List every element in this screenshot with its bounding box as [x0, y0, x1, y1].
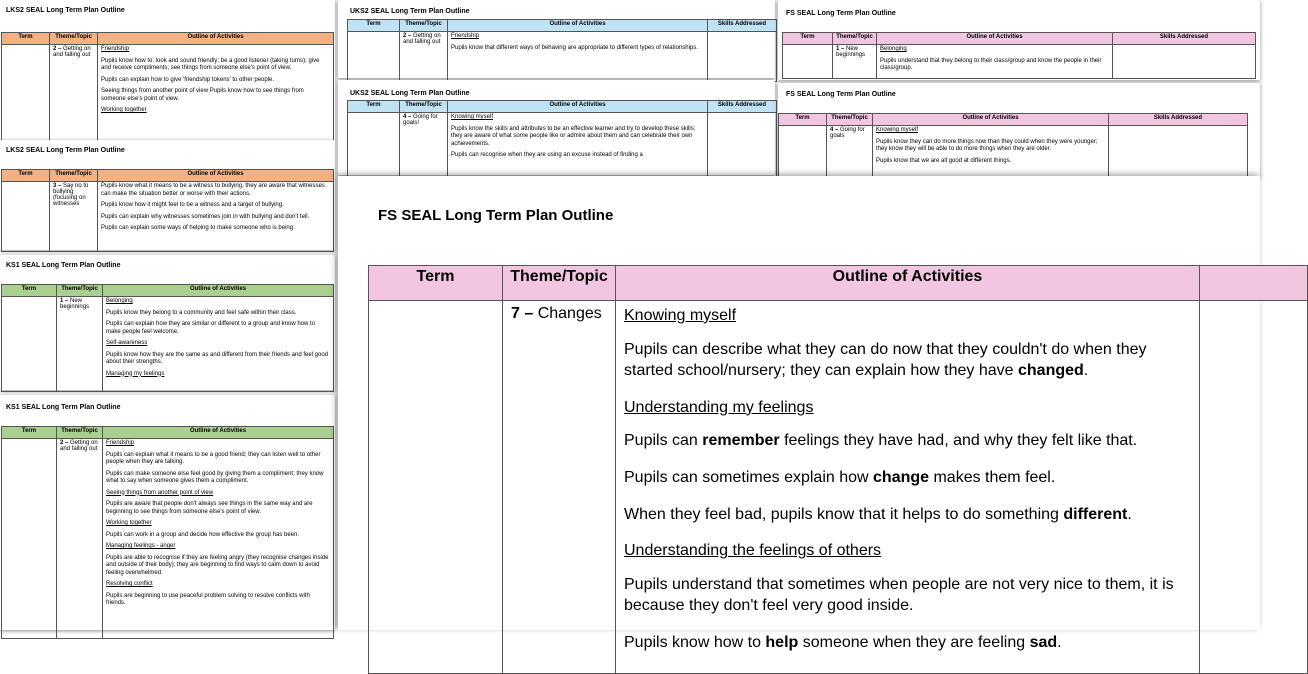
plan-table — [368, 265, 1308, 674]
outline-text: Pupils can explain how to give 'friendship tokens' to other people. — [101, 76, 275, 83]
doc-uks2-getting-on — [338, 0, 775, 78]
term-cell — [348, 113, 400, 183]
outline-cell — [103, 439, 334, 639]
outline-text: Pupils know how to: look and sound friendly; be a good listener (taking turns); give and receive compliments; see things from someone else's point of view. — [101, 57, 320, 71]
outline-text: Seeing things from another point of view Pupils know how to see things from someone else's point of view. — [101, 88, 304, 102]
term-cell — [783, 45, 833, 79]
col-skills: Skills Addressed — [1113, 33, 1256, 45]
col-term: Term — [2, 285, 57, 297]
subheading: Friendship — [451, 33, 480, 39]
outline-text: Pupils can make someone else feel good by giving them a compliment; they know what to say when someone gives them a compliment. — [106, 470, 324, 484]
outline-text: Pupils understand that sometimes when people are not very nice to them, it is because they don't feel very good inside. — [624, 575, 1174, 615]
doc-title: LKS2 SEAL Long Term Plan Outline — [6, 147, 125, 154]
col-skills: Skills Addressed — [708, 101, 777, 113]
outline-text: Pupils can recognise when they are using an excuse instead of finding a — [451, 152, 643, 158]
col-outline: Outline of Activities — [448, 101, 708, 113]
doc-lks2-bullying — [0, 140, 335, 250]
outline-cell — [103, 297, 334, 392]
outline-text: Pupils know how they are the same as and different from their friends and feel good about their strengths. — [106, 351, 329, 365]
outline-text: Pupils can describe what they can do now that they couldn't do when they started school/nursery; they can explain how they have changed. — [624, 340, 1147, 380]
doc-fs-goals — [778, 83, 1260, 178]
doc-ks1-new-beginnings — [0, 255, 335, 390]
doc-fs-changes — [338, 176, 1260, 651]
subheading: Resolving conflict — [106, 581, 153, 587]
col-skills — [1200, 266, 1308, 301]
doc-title: UKS2 SEAL Long Term Plan Outline — [350, 8, 470, 15]
col-term: Term — [2, 33, 50, 45]
outline-text: Pupils can explain why witnesses sometimes join in with bullying and don't tell. — [101, 213, 310, 220]
term-cell — [2, 45, 50, 145]
col-theme: Theme/Topic — [50, 170, 98, 182]
subheading: Friendship — [106, 440, 135, 446]
doc-title: FS SEAL Long Term Plan Outline — [786, 10, 896, 17]
subheading-knowing-myself: Knowing myself — [624, 307, 737, 324]
term-cell — [348, 32, 400, 82]
outline-text: Pupils know they belong to a community and feel safe within their class. — [106, 309, 297, 316]
outline-text: When they feel bad, pupils know that it helps to do something different. — [624, 505, 1132, 523]
col-term: Term — [2, 427, 57, 439]
outline-text: Pupils know that different ways of behaving are appropriate to different types of relationships. — [451, 44, 698, 51]
outline-text: Pupils can explain what it means to be a good friend; they can listen well to other people when they are talking. — [106, 451, 321, 465]
subheading: Working together — [101, 107, 147, 113]
col-skills: Skills Addressed — [1109, 114, 1248, 126]
theme-cell: 1 – New beginnings — [57, 297, 103, 392]
doc-lks2-friendship — [0, 0, 335, 140]
col-outline: Outline of Activities — [873, 114, 1109, 126]
outline-cell — [448, 32, 708, 82]
subheading: Friendship — [101, 46, 130, 52]
outline-text: Pupils can remember feelings they have had, and why they felt like that. — [624, 432, 1138, 450]
subheading: Managing my feelings — [106, 370, 165, 377]
col-theme: Theme/Topic — [400, 101, 448, 113]
plan-table — [1, 169, 334, 252]
plan-table — [1, 284, 334, 392]
plan-table — [1, 426, 334, 639]
outline-text: Pupils can explain some ways of helping to make someone who is being — [101, 225, 294, 231]
doc-fs-new-beginnings — [778, 0, 1260, 80]
col-outline: Outline of Activities — [616, 266, 1200, 301]
plan-table — [778, 113, 1248, 178]
skills-cell — [1109, 126, 1248, 178]
col-theme: Theme/Topic — [833, 33, 877, 45]
col-outline: Outline of Activities — [877, 33, 1113, 45]
theme-cell: 1 – New beginnings — [833, 45, 877, 79]
outline-cell — [98, 182, 334, 252]
plan-table — [347, 100, 777, 183]
doc-ks1-friendship — [0, 395, 335, 630]
col-theme: Theme/Topic — [57, 427, 103, 439]
term-cell — [2, 439, 57, 639]
doc-title: FS SEAL Long Term Plan Outline — [378, 207, 614, 224]
outline-text: Pupils understand that they belong to their class/group and know the people in their class/group. — [880, 57, 1102, 71]
subheading: Belonging — [106, 298, 133, 304]
col-theme: Theme/Topic — [503, 266, 616, 301]
theme-cell: 7 – Changes — [503, 301, 616, 674]
skills-cell — [708, 113, 777, 183]
term-cell — [779, 126, 827, 178]
theme-cell: 4 – Going for goals! — [400, 113, 448, 183]
doc-title: UKS2 SEAL Long Term Plan Outline — [350, 90, 470, 97]
skills-cell — [1113, 45, 1256, 79]
subheading: Self-awareness — [106, 340, 148, 346]
doc-title: KS1 SEAL Long Term Plan Outline — [6, 404, 121, 411]
subheading: Knowing myself — [876, 127, 919, 133]
outline-text: Pupils can explain how they are similar or different to a group and know how to make people feel welcome. — [106, 321, 316, 335]
outline-cell — [616, 301, 1200, 674]
col-theme: Theme/Topic — [827, 114, 873, 126]
outline-text: Pupils know how it might feel to be a witness and a target of bullying. — [101, 202, 284, 208]
theme-cell: 2 – Getting on and falling out — [57, 439, 103, 639]
col-term: Term — [2, 170, 50, 182]
col-skills: Skills Addressed — [708, 20, 777, 32]
outline-text: Pupils know how to help someone when they are feeling sad. — [624, 633, 1062, 651]
col-theme: Theme/Topic — [400, 20, 448, 32]
theme-cell: 4 – Going for goals — [827, 126, 873, 178]
col-term: Term — [348, 20, 400, 32]
outline-text: Pupils are beginning to use peaceful problem solving to resolve conflicts with friends. — [106, 592, 310, 606]
skills-cell — [1200, 301, 1308, 674]
col-outline: Outline of Activities — [98, 33, 334, 45]
outline-text: Pupils know what it means to be a witness to bullying, they are aware that witnesses can make the situation better or worse with their actions. — [101, 183, 325, 197]
plan-table — [1, 32, 334, 145]
col-term: Term — [783, 33, 833, 45]
subheading: Knowing myself — [451, 114, 494, 120]
outline-text: Pupils are able to recognise if they are feeling angry (they recognise changes inside and outside of their body); they are beginning to find ways to calm down to avoid feeling overwhelmed. — [106, 554, 329, 576]
outline-text: Pupils can sometimes explain how change makes them feel. — [624, 468, 1056, 486]
col-outline: Outline of Activities — [98, 170, 334, 182]
theme-cell: 3 – Say no to bullying (focusing on witnesses — [50, 182, 98, 252]
subheading: Belonging — [880, 46, 907, 52]
col-outline: Outline of Activities — [103, 285, 334, 297]
col-theme: Theme/Topic — [50, 33, 98, 45]
col-theme: Theme/Topic — [57, 285, 103, 297]
subheading: Working together — [106, 520, 152, 526]
theme-cell: 2 – Getting on and falling out — [50, 45, 98, 145]
outline-text: Pupils know they can do more things now than they could when they were younger; they know they will be able to do more things when they are older. — [876, 138, 1098, 152]
doc-uks2-goals — [338, 80, 775, 175]
col-term: Term — [348, 101, 400, 113]
subheading: Seeing things from another point of view — [106, 489, 214, 496]
theme-cell: 2 – Getting on and falling out — [400, 32, 448, 82]
col-outline: Outline of Activities — [103, 427, 334, 439]
outline-cell — [448, 113, 708, 183]
subheading: Managing feelings - anger — [106, 543, 176, 549]
outline-cell — [873, 126, 1109, 178]
term-cell — [369, 301, 503, 674]
outline-text: Pupils are aware that people don't always see things in the same way and are beginning to see things from someone else's point of view. — [106, 501, 313, 515]
outline-cell — [98, 45, 334, 145]
skills-cell — [708, 32, 777, 82]
subheading-feelings-of-others: Understanding the feelings of others — [624, 542, 882, 560]
outline-text: Pupils know the skills and attributes to be an effective learner and try to develop these skills; they are aware of what some people like or admire about them and can celebrate their own achievements. — [451, 125, 696, 147]
subheading-understanding-my-feelings: Understanding my feelings — [624, 398, 814, 416]
col-outline: Outline of Activities — [448, 20, 708, 32]
outline-cell — [877, 45, 1113, 79]
outline-text: Pupils can work in a group and decide how effective the group has been. — [106, 531, 300, 538]
col-term: Term — [369, 266, 503, 301]
doc-title: LKS2 SEAL Long Term Plan Outline — [6, 7, 125, 14]
term-cell — [2, 297, 57, 392]
plan-table — [782, 32, 1256, 79]
doc-title: KS1 SEAL Long Term Plan Outline — [6, 262, 121, 269]
col-term: Term — [779, 114, 827, 126]
plan-table — [347, 19, 777, 82]
doc-title: FS SEAL Long Term Plan Outline — [786, 91, 896, 98]
term-cell — [2, 182, 50, 252]
outline-text: Pupils know that we are all good at different things. — [876, 157, 1012, 164]
